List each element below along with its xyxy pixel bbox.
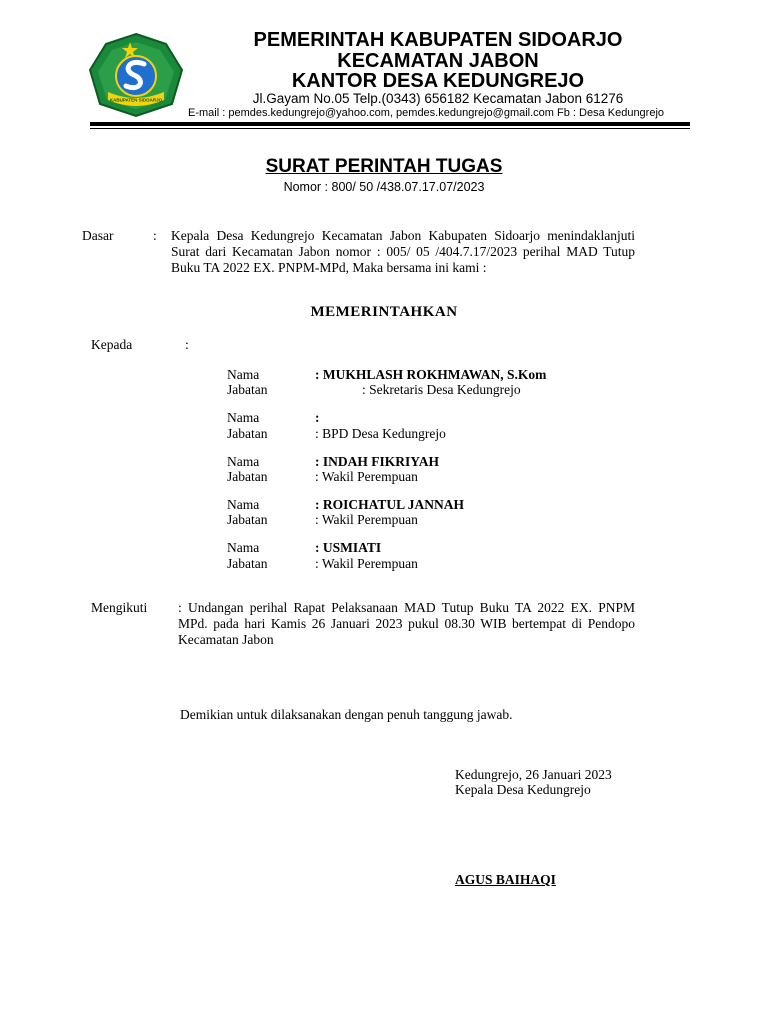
- person-1-name: : MUKHLASH ROKHMAWAN, S.Kom: [315, 367, 547, 382]
- sidoarjo-regency-logo: [86, 30, 186, 120]
- person-4-name-label: Nama: [227, 497, 260, 512]
- signatory-name: AGUS BAIHAQI: [455, 872, 556, 887]
- command-heading: MEMERINTAHKAN: [310, 304, 458, 320]
- kepada-colon: :: [185, 337, 189, 352]
- mengikuti-label: Mengikuti: [91, 600, 148, 615]
- letterhead-government: PEMERINTAH KABUPATEN SIDOARJO: [253, 29, 623, 51]
- letterhead-district: KECAMATAN JABON: [337, 50, 539, 72]
- person-1-position-label: Jabatan: [227, 382, 268, 397]
- person-4-name: : ROICHATUL JANNAH: [315, 497, 465, 512]
- person-1-position: : Sekretaris Desa Kedungrejo: [362, 382, 521, 397]
- dasar-label: Dasar: [82, 228, 114, 243]
- person-2-name-label: Nama: [227, 410, 260, 425]
- letterhead-rule-thin: [90, 128, 690, 129]
- person-5-position-label: Jabatan: [227, 556, 268, 571]
- person-4-position-label: Jabatan: [227, 512, 268, 527]
- dasar-text: Kepala Desa Kedungrejo Kecamatan Jabon Kabupaten Sidoarjo menindaklanjuti Surat dari Kecamatan Jabon nomor : 005/ 05 /404.7.17/2023 perihal MAD Tutup Buku TA 2022 EX. PNPM-MPd, Maka bersama ini kami :: [171, 228, 635, 275]
- letterhead-office: KANTOR DESA KEDUNGREJO: [291, 70, 585, 92]
- signature-place-date: Kedungrejo, 26 Januari 2023: [455, 767, 612, 782]
- person-3-position: : Wakil Perempuan: [315, 469, 418, 484]
- person-1-name-label: Nama: [227, 367, 260, 382]
- person-3-position-label: Jabatan: [227, 469, 268, 484]
- signature-position: Kepala Desa Kedungrejo: [455, 782, 591, 797]
- document-number: Nomor : 800/ 50 /438.07.17.07/2023: [283, 180, 485, 194]
- logo-banner-text: KABUPATEN SIDOARJO: [109, 97, 163, 103]
- person-4-position: : Wakil Perempuan: [315, 512, 418, 527]
- letterhead-address: Jl.Gayam No.05 Telp.(0343) 656182 Kecamatan Jabon 61276: [252, 91, 624, 106]
- person-3-name-label: Nama: [227, 454, 260, 469]
- mengikuti-text: : Undangan perihal Rapat Pelaksanaan MAD Tutup Buku TA 2022 EX. PNPM MPd. pada hari Kamis 26 Januari 2023 pukul 08.30 WIB bertempat di Pendopo Kecamatan Jabon: [178, 600, 635, 647]
- person-5-name: : USMIATI: [315, 540, 382, 555]
- document-title: SURAT PERINTAH TUGAS: [265, 156, 503, 177]
- person-2-position: : BPD Desa Kedungrejo: [315, 426, 446, 441]
- person-5-position: : Wakil Perempuan: [315, 556, 418, 571]
- dasar-colon: :: [153, 228, 157, 243]
- kepada-label: Kepada: [91, 337, 133, 352]
- person-5-name-label: Nama: [227, 540, 260, 555]
- letterhead-rule-thick: [90, 122, 690, 126]
- letterhead-contact: E-mail : pemdes.kedungrejo@yahoo.com, pemdes.kedungrejo@gmail.com Fb : Desa Kedungrejo: [188, 107, 665, 119]
- person-2-position-label: Jabatan: [227, 426, 268, 441]
- person-2-name: :: [315, 410, 320, 425]
- person-3-name: : INDAH FIKRIYAH: [315, 454, 440, 469]
- closing-statement: Demikian untuk dilaksanakan dengan penuh tanggung jawab.: [180, 707, 513, 722]
